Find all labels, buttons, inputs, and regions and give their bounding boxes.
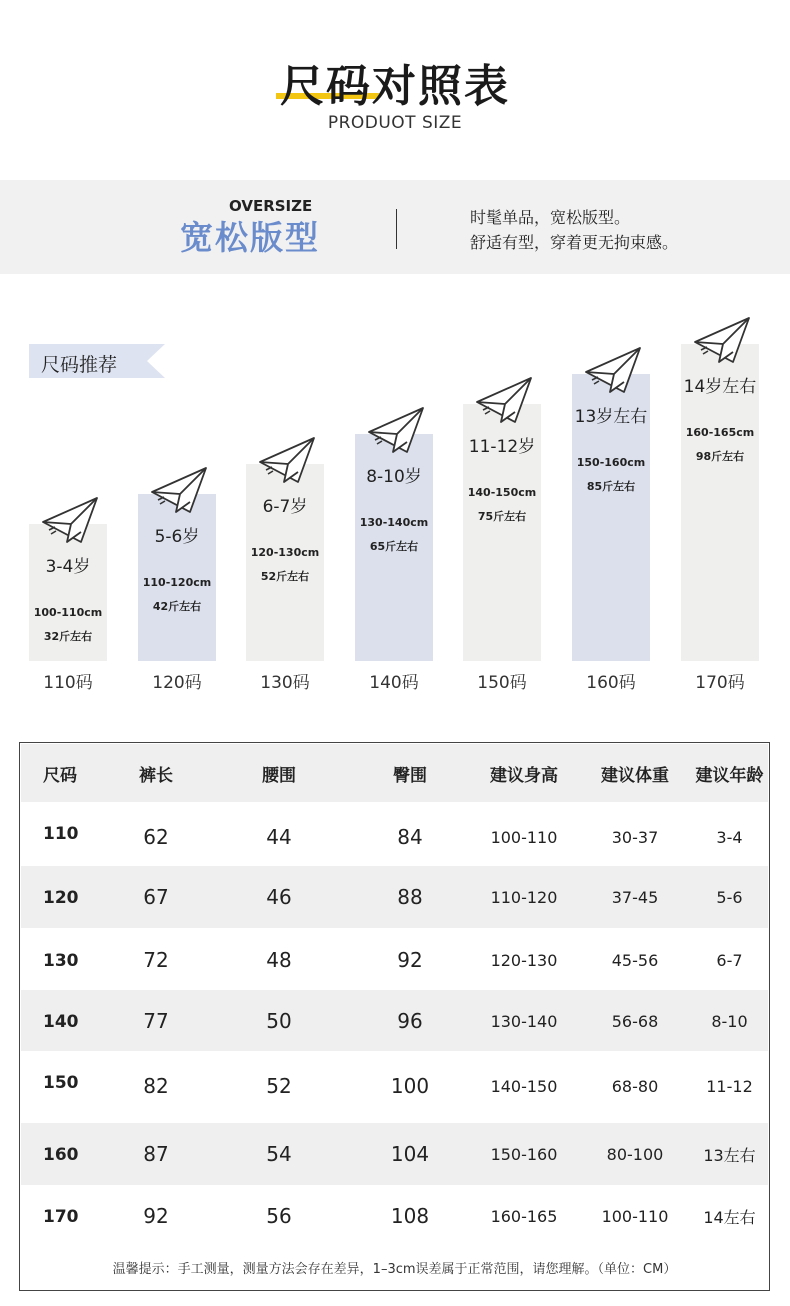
table-cell: 108	[390, 1204, 430, 1228]
table-cell: 11-12	[706, 1076, 753, 1096]
table-cell: 140	[43, 1012, 79, 1032]
column-age: 8-10岁	[366, 467, 422, 487]
paper-plane-icon	[475, 376, 533, 432]
table-cell: 140-150	[490, 1076, 558, 1096]
table-cell: 5-6	[716, 887, 743, 907]
table-cell: 44	[266, 825, 292, 849]
table-row	[21, 1185, 768, 1247]
column-size-code: 110码	[43, 673, 93, 693]
table-cell: 100-110	[490, 827, 558, 847]
column-weight: 32斤左右	[43, 630, 93, 643]
column-age: 6-7岁	[262, 497, 308, 517]
page-title: 尺码对照表	[280, 61, 510, 112]
column-height: 100-110cm	[33, 606, 103, 619]
table-header-cell: 尺码	[43, 765, 77, 786]
table-cell: 82	[143, 1074, 169, 1098]
column-size-code: 140码	[369, 673, 419, 693]
oversize-desc-line2: 舒适有型，穿着更无拘束感。	[470, 233, 679, 252]
table-row	[21, 866, 768, 928]
column-weight: 85斤左右	[586, 480, 636, 493]
table-cell: 62	[143, 825, 169, 849]
table-cell: 100	[390, 1074, 430, 1098]
column-size-code: 150码	[477, 673, 527, 693]
table-cell: 46	[266, 885, 292, 909]
table-cell: 150	[43, 1073, 79, 1093]
table-cell: 50	[266, 1009, 292, 1033]
paper-plane-icon	[584, 346, 642, 402]
table-cell: 110-120	[490, 887, 558, 907]
table-cell: 6-7	[716, 950, 743, 970]
size-recommend-label: 尺码推荐	[41, 354, 118, 376]
table-cell: 48	[266, 948, 292, 972]
table-cell: 88	[397, 885, 423, 909]
table-cell: 120-130	[490, 950, 558, 970]
table-cell: 80-100	[606, 1144, 664, 1164]
column-height: 130-140cm	[359, 516, 429, 529]
column-size-code: 160码	[586, 673, 636, 693]
table-cell: 14左右	[703, 1207, 756, 1227]
table-cell: 96	[397, 1009, 423, 1033]
table-cell: 84	[397, 825, 423, 849]
measurement-note: 温馨提示：手工测量，测量方法会存在差异，1–3cm误差属于正常范围，请您理解。（单位：CM）	[112, 1262, 677, 1277]
table-cell: 30-37	[611, 827, 659, 847]
table-header-cell: 建议年龄	[695, 765, 764, 786]
column-age: 11-12岁	[468, 437, 536, 457]
column-age: 13岁左右	[574, 407, 648, 427]
column-height: 160-165cm	[685, 426, 755, 439]
table-cell: 104	[390, 1142, 430, 1166]
column-height: 110-120cm	[142, 576, 212, 589]
table-cell: 130	[43, 951, 79, 971]
table-cell: 170	[43, 1207, 79, 1227]
table-cell: 56-68	[611, 1011, 659, 1031]
table-cell: 160-165	[490, 1206, 558, 1226]
table-header-row	[21, 744, 768, 802]
table-cell: 8-10	[711, 1011, 748, 1031]
table-row	[21, 802, 768, 872]
table-cell: 45-56	[611, 950, 659, 970]
table-cell: 37-45	[611, 887, 659, 907]
column-weight: 65斤左右	[369, 540, 419, 553]
table-cell: 130-140	[490, 1011, 558, 1031]
table-row	[21, 1123, 768, 1185]
column-weight: 42斤左右	[152, 600, 202, 613]
column-size-code: 170码	[695, 673, 745, 693]
column-height: 150-160cm	[576, 456, 646, 469]
paper-plane-icon	[693, 316, 751, 372]
column-age: 3-4岁	[45, 557, 91, 577]
page-subtitle: PRODUOT SIZE	[327, 113, 463, 133]
column-age: 14岁左右	[683, 377, 757, 397]
column-age: 5-6岁	[154, 527, 200, 547]
table-row	[21, 1051, 768, 1121]
oversize-desc-line1: 时髦单品，宽松版型。	[470, 208, 631, 227]
column-weight: 75斤左右	[477, 510, 527, 523]
table-cell: 52	[266, 1074, 292, 1098]
paper-plane-icon	[367, 406, 425, 462]
table-cell: 100-110	[601, 1206, 669, 1226]
column-weight: 98斤左右	[695, 450, 745, 463]
table-cell: 68-80	[611, 1076, 659, 1096]
table-header-cell: 建议身高	[490, 765, 558, 786]
oversize-en-label: OVERSIZE	[229, 197, 313, 215]
table-cell: 77	[143, 1009, 169, 1033]
table-cell: 92	[143, 1204, 169, 1228]
band-divider	[396, 209, 397, 249]
column-height: 120-130cm	[250, 546, 320, 559]
table-header-cell: 裤长	[139, 765, 173, 786]
table-row	[21, 990, 768, 1052]
table-header-cell: 腰围	[262, 765, 296, 786]
column-weight: 52斤左右	[260, 570, 310, 583]
oversize-band	[0, 180, 790, 274]
column-size-code: 130码	[260, 673, 310, 693]
table-header-cell: 臀围	[393, 765, 427, 786]
table-cell: 3-4	[716, 827, 743, 847]
table-cell: 150-160	[490, 1144, 558, 1164]
paper-plane-icon	[41, 496, 99, 552]
size-recommend-tag	[29, 344, 165, 378]
table-cell: 160	[43, 1145, 79, 1165]
table-cell: 13左右	[703, 1145, 756, 1165]
table-header-cell: 建议体重	[601, 765, 669, 786]
table-cell: 120	[43, 888, 79, 908]
table-cell: 87	[143, 1142, 169, 1166]
table-cell: 67	[143, 885, 169, 909]
table-cell: 54	[266, 1142, 292, 1166]
column-size-code: 120码	[152, 673, 202, 693]
table-cell: 72	[143, 948, 169, 972]
paper-plane-icon	[150, 466, 208, 522]
table-cell: 110	[43, 824, 79, 844]
table-cell: 92	[397, 948, 423, 972]
oversize-cn-label: 宽松版型	[180, 218, 320, 257]
paper-plane-icon	[258, 436, 316, 492]
table-row	[21, 929, 768, 991]
column-height: 140-150cm	[467, 486, 537, 499]
table-cell: 56	[266, 1204, 292, 1228]
